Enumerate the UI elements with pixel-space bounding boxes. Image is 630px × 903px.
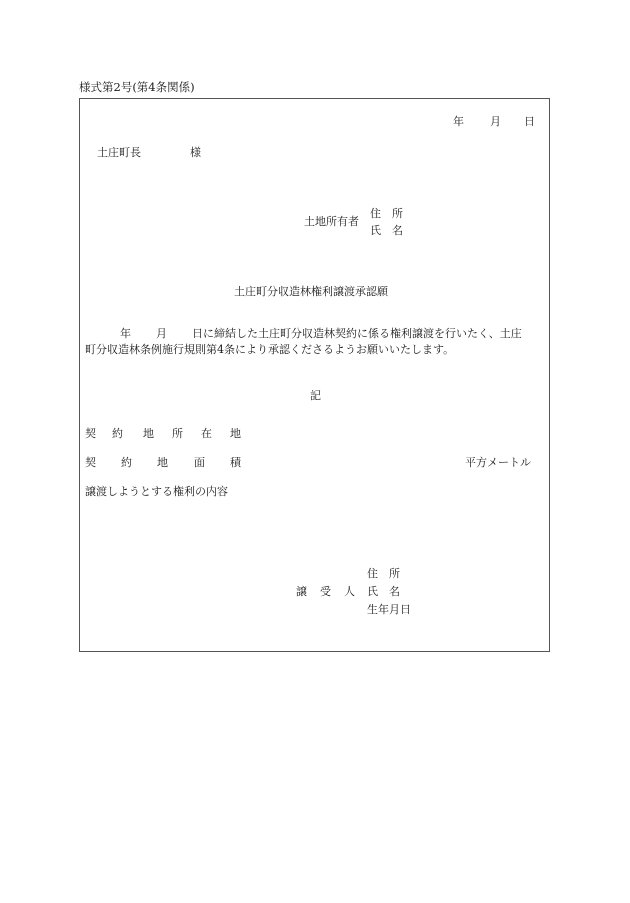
body-year: 年 xyxy=(120,327,131,340)
transferee-address-label: 住 所 xyxy=(367,567,400,580)
form-label: 様式第2号(第4条関係) xyxy=(79,80,195,94)
item-content-label: 譲渡しようとする権利の内容 xyxy=(85,485,228,498)
form-frame xyxy=(79,98,550,652)
body-line2: 町分収造林条例施行規則第4条により承認くださるようお願いいたします。 xyxy=(85,343,455,356)
owner-name-label: 氏 名 xyxy=(370,224,403,237)
owner-address-label: 住 所 xyxy=(370,207,403,220)
addressee-name: 土庄町長 xyxy=(97,146,141,159)
date-month: 月 xyxy=(490,115,501,128)
transferee-birthdate-label: 生年月日 xyxy=(367,603,411,616)
owner-label: 土地所有者 xyxy=(304,215,359,228)
note-heading: 記 xyxy=(310,389,321,402)
body-line1: 日に締結した土庄町分収造林契約に係る権利譲渡を行いたく、土庄 xyxy=(192,327,522,340)
item-area-unit: 平方メートル xyxy=(465,456,531,469)
transferee-name-label: 氏 名 xyxy=(367,585,400,598)
addressee-honorific: 様 xyxy=(190,146,201,159)
date-day: 日 xyxy=(524,115,535,128)
body-month: 月 xyxy=(156,327,167,340)
document-title: 土庄町分収造林権利譲渡承認願 xyxy=(234,285,388,298)
date-year: 年 xyxy=(453,115,464,128)
